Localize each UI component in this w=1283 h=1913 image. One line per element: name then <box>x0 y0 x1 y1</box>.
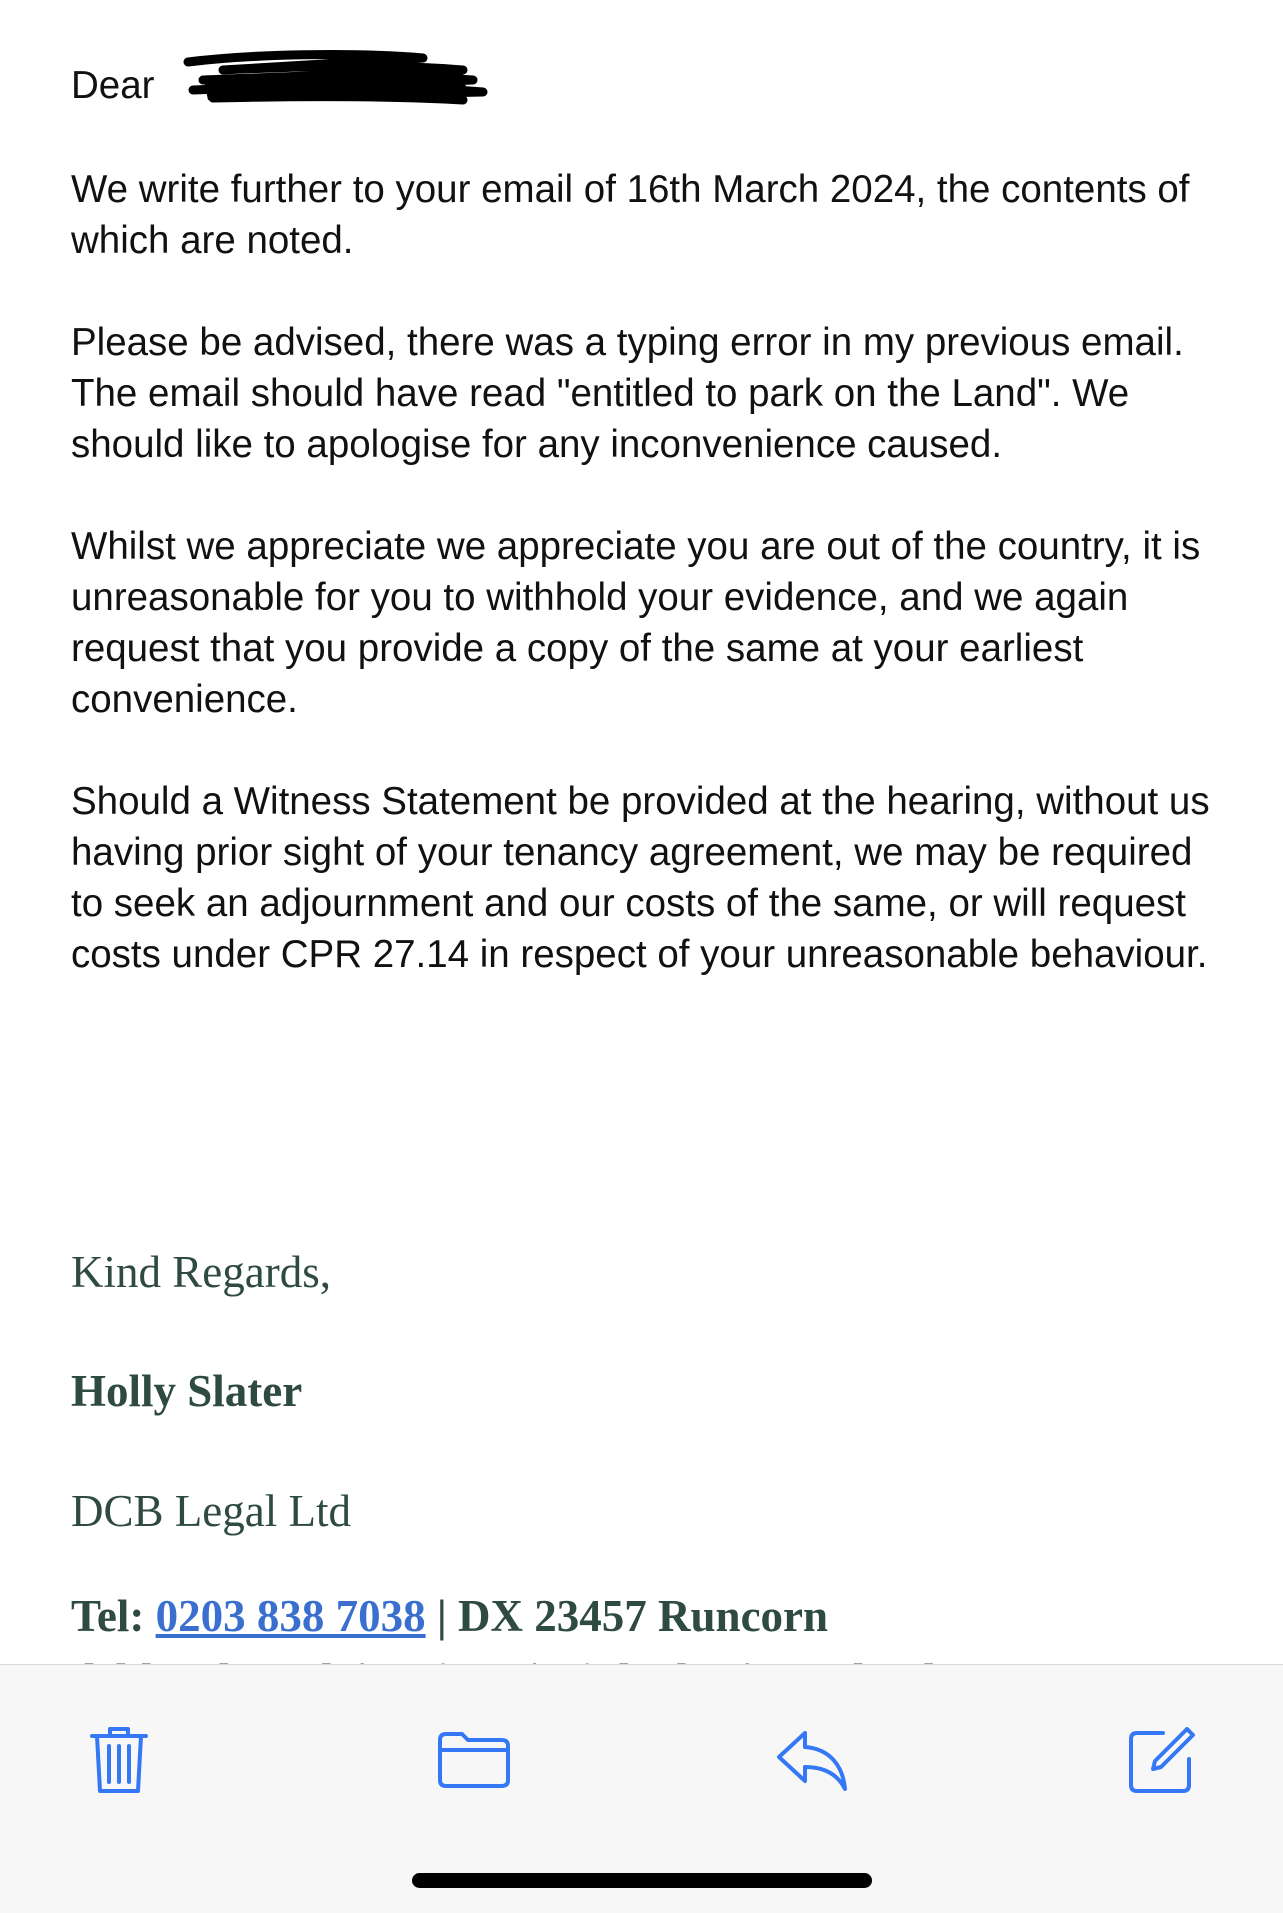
compose-button[interactable] <box>1117 1715 1207 1805</box>
phone-link[interactable]: 0203 838 7038 <box>155 1591 426 1641</box>
paragraph-3: Whilst we appreciate we appreciate you are out of the country, it is unreasonable for you to withhold your evidence, and we again request that you provide a copy of the same at your earliest convenience. <box>71 525 1201 721</box>
contact-line <box>71 1589 828 1643</box>
redaction-scribble <box>163 40 493 110</box>
greeting <box>71 60 154 130</box>
folder-icon <box>436 1730 512 1790</box>
compose-icon <box>1127 1725 1197 1795</box>
email-body <box>71 60 1231 980</box>
delete-button[interactable] <box>74 1715 164 1805</box>
move-to-folder-button[interactable] <box>419 1715 529 1805</box>
reply-button[interactable] <box>767 1715 857 1805</box>
greeting-text: Dear <box>71 64 155 107</box>
company-name: DCB Legal Ltd <box>71 1486 351 1536</box>
tel-label: Tel: <box>71 1591 156 1641</box>
reply-icon <box>775 1727 849 1793</box>
trash-icon <box>88 1724 150 1796</box>
paragraph-2: Please be advised, there was a typing error in my previous email. The email should have read "entitled to park on the Land". We should like to apologise for any inconvenience caused. <box>71 321 1184 466</box>
bottom-toolbar <box>0 1664 1283 1913</box>
dx-text: | DX 23457 Runcorn <box>425 1591 829 1641</box>
signoff: Kind Regards, <box>71 1247 331 1297</box>
paragraph-4: Should a Witness Statement be provided at the hearing, without us having prior sight of your tenancy agreement, we may be required to seek an adjournment and our costs of the same, or will request costs under CPR 27.14 in respect of your unreasonable behaviour. <box>71 780 1210 976</box>
sender-name: Holly Slater <box>71 1366 303 1416</box>
paragraph-1: We write further to your email of 16th March 2024, the contents of which are noted. <box>71 168 1190 262</box>
home-indicator[interactable] <box>412 1873 872 1888</box>
